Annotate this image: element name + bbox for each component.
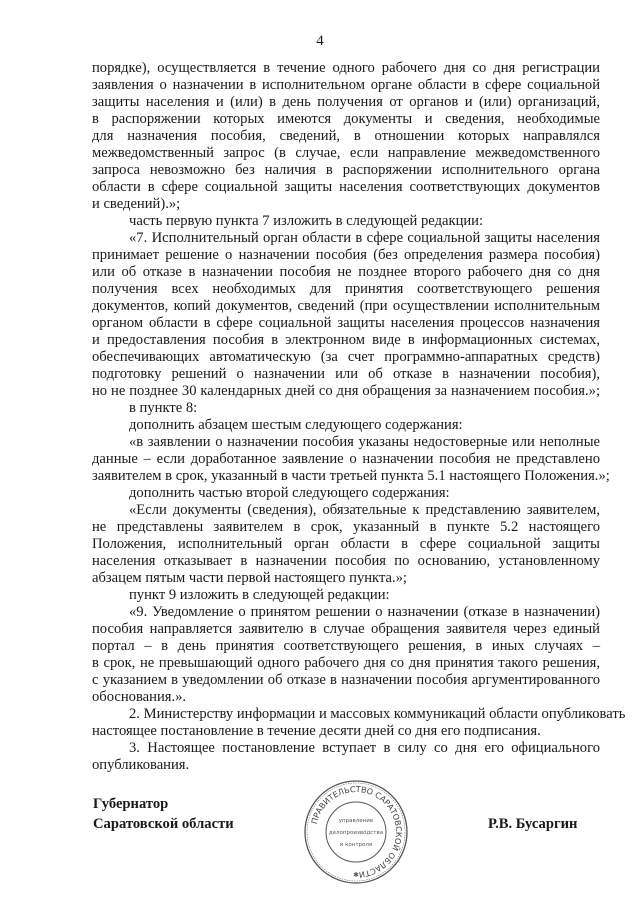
text-line: с указанием в уведомлении об отказе в назначении пособия аргументированного xyxy=(92,672,600,688)
stamp-star-icon: ✱ xyxy=(353,871,359,879)
text-line: в пункте 8: xyxy=(129,400,198,416)
text-line: часть первую пункта 7 изложить в следующей редакции: xyxy=(129,213,484,229)
text-line: портал – в день принятия соответствующего решения, в иных случаях – xyxy=(92,638,600,654)
text-line: но не позднее 30 календарных дней со дня обращения за назначением пособия.»; xyxy=(92,383,600,399)
text-line: защиты населения и (или) в день получения от органов и (или) организаций, xyxy=(92,94,600,110)
text-line: пособия направляется заявителю в случае обращения заявителя через единый xyxy=(92,621,600,637)
text-line: абзацем пятым части первой настоящего пункта.»; xyxy=(92,570,407,586)
text-line: не представлены заявителем в срок, указанный в пункте 5.2 настоящего xyxy=(92,519,600,535)
text-line: населения отказывает в назначении пособия по основанию, установленному xyxy=(92,553,600,569)
text-line: опубликования. xyxy=(92,757,190,773)
text-line: заявления о назначении в исполнительном органе области в сфере социальной xyxy=(92,77,600,93)
text-line: обеспечивающих автоматическую (за счет программно-аппаратных средств) xyxy=(92,349,600,365)
text-line: или об отказе в назначении пособия не позднее второго рабочего дня со дня xyxy=(92,264,600,280)
text-line: принимает решение о назначении пособия (без определения размера пособия) xyxy=(92,247,600,263)
text-line: пункт 9 изложить в следующей редакции: xyxy=(129,587,390,603)
text-line: дополнить абзацем шестым следующего содержания: xyxy=(129,417,463,433)
text-line: и сведений).»; xyxy=(92,196,181,212)
text-line: органом области в сфере социальной защиты населения процессов назначения xyxy=(92,315,600,331)
stamp-center-line: управление xyxy=(338,818,374,824)
text-line: для назначения пособия, сведений, в отношении которых направлялся xyxy=(92,128,600,144)
text-line: и предоставления пособия в электронном виде в информационных системах, xyxy=(92,332,600,348)
text-line: подготовку решений о назначении или об отказе в назначении пособия), xyxy=(92,366,600,382)
text-line: данные – если доработанное заявление о назначении пособия не представлено xyxy=(92,451,600,467)
text-line: обоснования.». xyxy=(92,689,187,705)
text-line: «в заявлении о назначении пособия указаны недостоверные или неполные xyxy=(129,434,600,450)
stamp-ring-text: ПРАВИТЕЛЬСТВО САРАТОВСКОЙ ОБЛАСТИ xyxy=(309,784,404,879)
text-line: «7. Исполнительный орган области в сфере социальной защиты населения xyxy=(129,230,600,246)
text-line: 3. Настоящее постановление вступает в силу со дня его официального xyxy=(129,740,600,756)
text-line: «Если документы (сведения), обязательные к представлению заявителем, xyxy=(129,502,600,518)
text-line: 2. Министерству информации и массовых коммуникаций области опубликовать xyxy=(129,706,626,722)
document-body xyxy=(92,60,626,774)
text-line: документов, копий документов, сведений (при осуществлении исполнительным xyxy=(92,298,600,314)
stamp-center-line: и контроля xyxy=(339,842,373,848)
text-line: межведомственный запрос (в случае, если направление межведомственного xyxy=(92,145,600,161)
text-line: заявителем в срок, указанный в части третьей пункта 5.1 настоящего Положения.»; xyxy=(92,468,610,484)
text-line: получения всех необходимых для принятия соответствующего решения xyxy=(92,281,600,297)
text-line: порядке), осуществляется в течение одного рабочего дня со дня регистрации xyxy=(92,60,600,76)
page-number: 4 xyxy=(316,33,324,49)
text-line: в срок, не превышающий одного рабочего дня со дня принятия такого решения, xyxy=(92,655,600,671)
signatory-title-line2: Саратовской области xyxy=(93,816,234,832)
signatory-title xyxy=(93,794,234,834)
text-line: области в сфере социальной защиты населения соответствующих документов xyxy=(92,179,600,195)
text-line: Положения, исполнительный орган области в сфере социальной защиты xyxy=(92,536,600,552)
signatory-name: Р.В. Бусаргин xyxy=(488,816,578,832)
official-seal-stamp xyxy=(302,778,410,886)
stamp-center-line: делопроизводства xyxy=(328,830,384,836)
text-line: настоящее постановление в течение десяти дней со дня его подписания. xyxy=(92,723,541,739)
text-line: «9. Уведомление о принятом решении о назначении (отказе в назначении) xyxy=(129,604,600,620)
text-line: запроса невозможно без наличия в распоряжении исполнительного органа xyxy=(92,162,600,178)
text-line: дополнить частью второй следующего содержания: xyxy=(129,485,450,501)
signatory-title-line1: Губернатор xyxy=(93,796,169,812)
text-line: в распоряжении которых имеются документы и сведения, необходимые xyxy=(92,111,600,127)
